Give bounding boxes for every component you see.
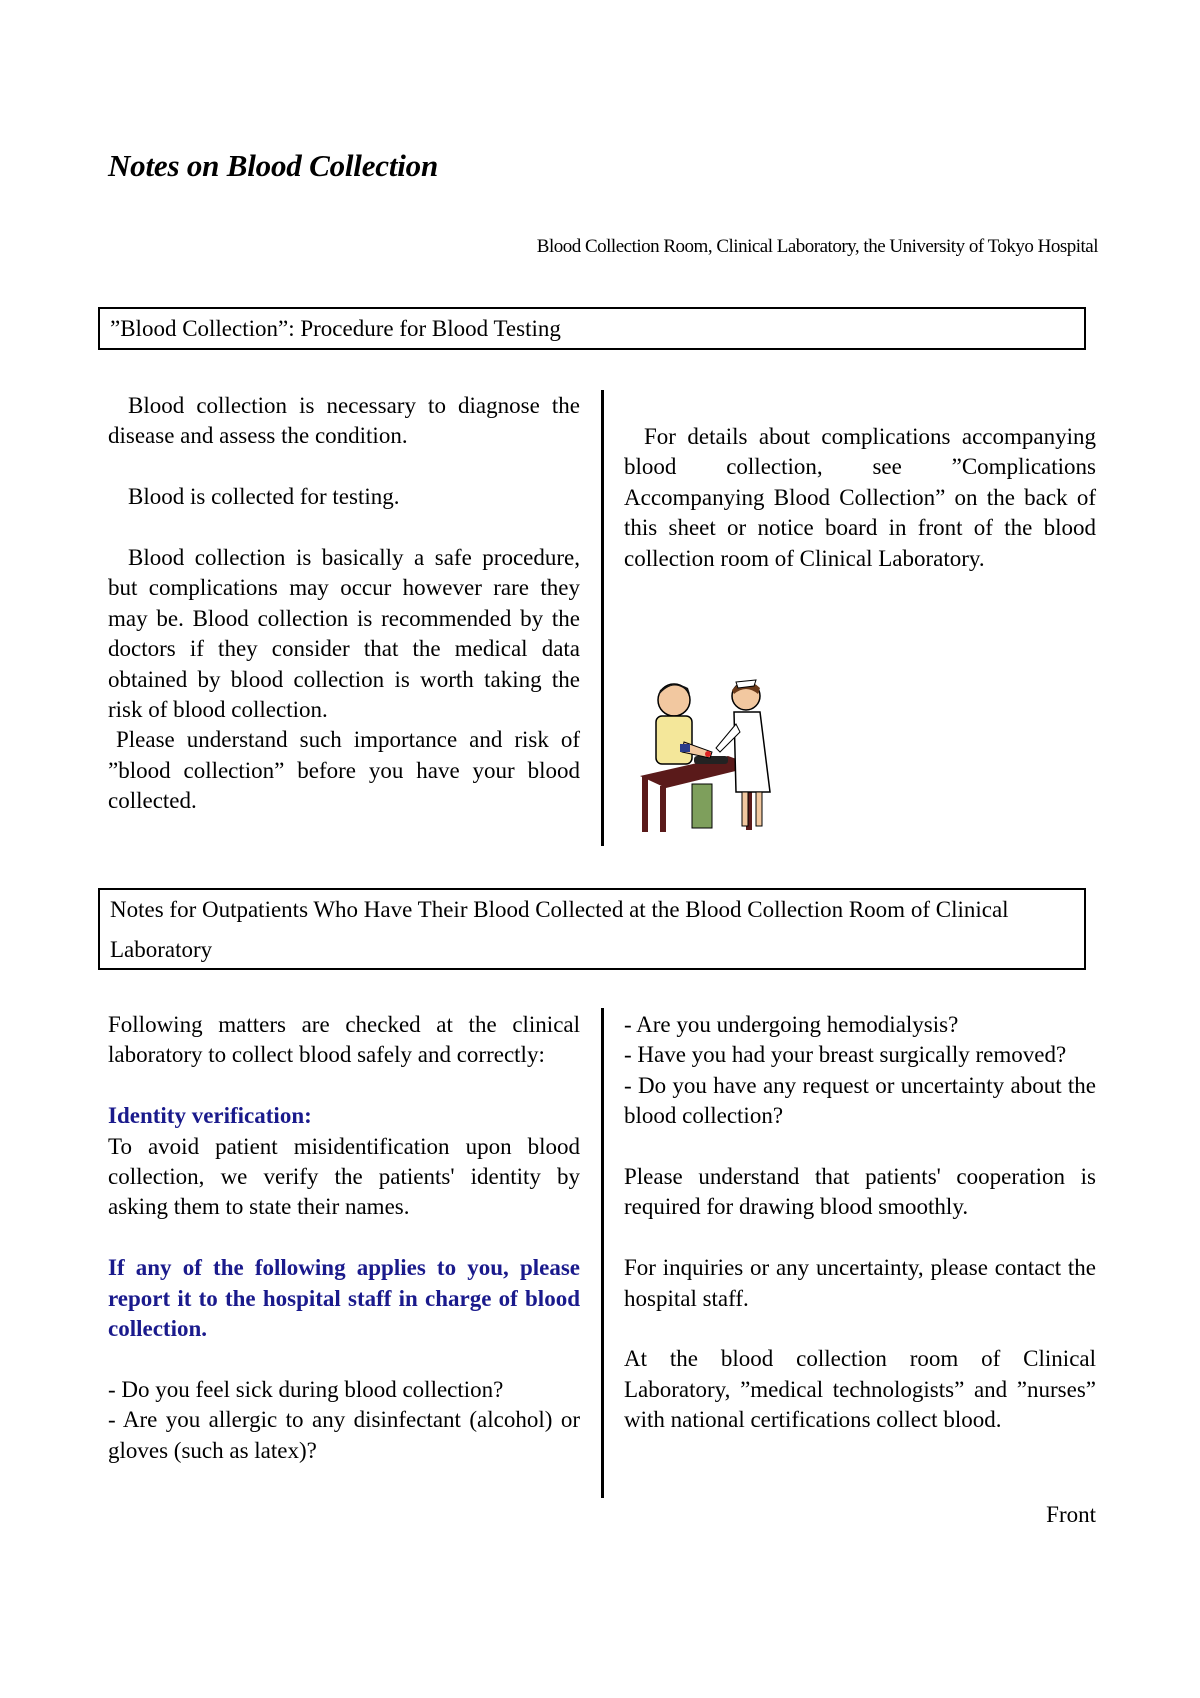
question-allergic: - Are you allergic to any disinfectant (alcohol) or gloves (such as latex)?: [108, 1407, 580, 1463]
table-leg-left: [642, 776, 648, 832]
blood-collection-illustration: [636, 672, 796, 832]
nurse-leg-right: [756, 792, 762, 826]
question-feel-sick: - Do you feel sick during blood collection?: [108, 1376, 504, 1402]
procedure-left-column: [108, 391, 580, 817]
table-leg-front: [660, 786, 666, 832]
paragraph-inquiries: For inquiries or any uncertainty, please contact the hospital staff.: [624, 1255, 1096, 1311]
affiliation-line: Blood Collection Room, Clinical Laboratory, the University of Tokyo Hospital: [536, 236, 1098, 257]
tourniquet: [680, 744, 690, 752]
paragraph-cooperation: Please understand that patients' cooperation is required for drawing blood smoothly.: [624, 1164, 1096, 1220]
paragraph-complications: For details about complications accompanying blood collection, see ”Complications Accompanying Blood Collection” on the back of this sheet or notice board in front of the blood collection room of Clinical Laboratory.: [624, 424, 1096, 571]
paragraph-diagnose: Blood collection is necessary to diagnose the disease and assess the condition.: [108, 393, 580, 449]
paragraph-testing: Blood is collected for testing.: [128, 484, 400, 510]
page-side-label: Front: [1046, 1502, 1096, 1527]
question-breast-removed: - Have you had your breast surgically removed?: [624, 1042, 1067, 1068]
identity-heading: Identity verification:: [108, 1103, 312, 1129]
paragraph-intro: Following matters are checked at the clinical laboratory to collect blood safely and correctly:: [108, 1012, 580, 1068]
column-divider: [601, 1008, 604, 1498]
outpatients-right-column: [624, 1010, 1096, 1436]
patient-legs: [692, 784, 712, 828]
nurse-leg-left: [742, 792, 748, 826]
question-hemodialysis: - Are you undergoing hemodialysis?: [624, 1012, 959, 1037]
identity-text: To avoid patient misidentification upon blood collection, we verify the patients' identity by asking them to state their names.: [108, 1133, 580, 1220]
nurse-uniform: [734, 712, 770, 792]
tray: [694, 756, 728, 764]
patient-shirt: [656, 716, 692, 764]
paragraph-staff-info: At the blood collection room of Clinical Laboratory, ”medical technologists” and ”nurses” with national certifications collect blood.: [624, 1346, 1096, 1433]
question-request: - Do you have any request or uncertainty about the blood collection?: [624, 1072, 1096, 1129]
section-heading-outpatients: Notes for Outpatients Who Have Their Blood Collected at the Blood Collection Room of Clinical Laboratory: [98, 888, 1086, 970]
paragraph-safety: Blood collection is basically a safe procedure, but complications may occur however rare they may be. Blood collection is recommended by the doctors if they consider that the medical data obtained by blood collection is worth taking the risk of blood collection.: [108, 545, 580, 723]
section-heading-procedure: ”Blood Collection”: Procedure for Blood Testing: [98, 307, 1086, 350]
report-heading: If any of the following applies to you, please report it to the hospital staff in charge of blood collection.: [108, 1255, 580, 1342]
paragraph-understand-risk: Please understand such importance and risk of ”blood collection” before you have your blood collected.: [108, 727, 580, 814]
outpatients-left-column: [108, 1010, 580, 1466]
page-title: Notes on Blood Collection: [108, 148, 438, 183]
column-divider: [601, 390, 604, 846]
puncture-mark: [705, 751, 711, 757]
procedure-right-column: [624, 422, 1096, 574]
